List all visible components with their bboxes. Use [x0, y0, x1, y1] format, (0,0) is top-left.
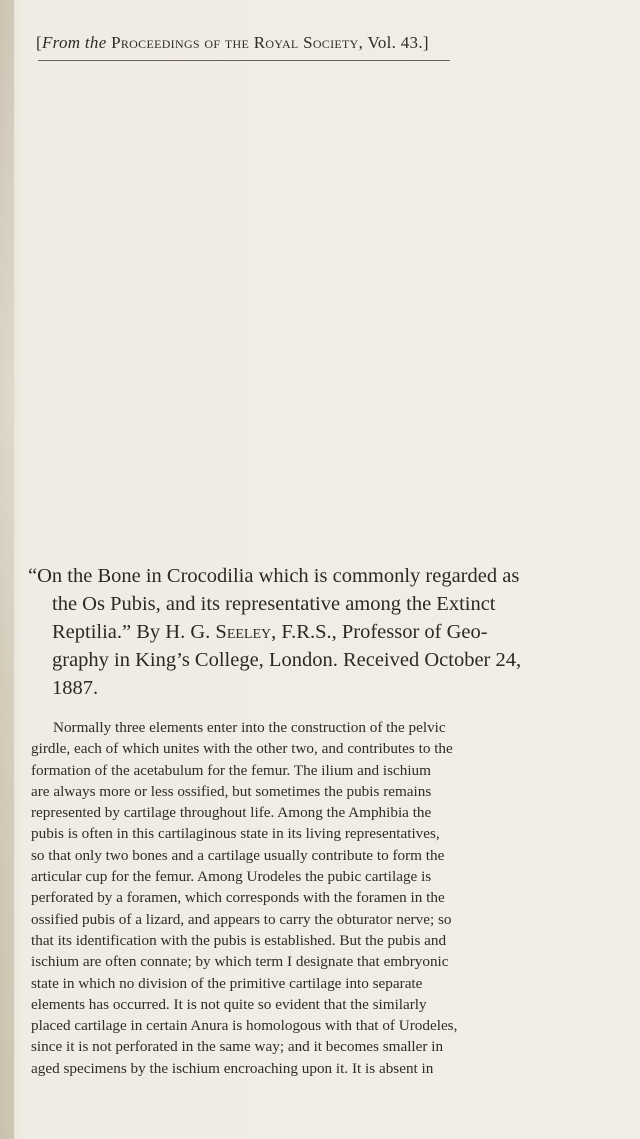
title-line: graphy in King’s College, London. Received October 24, — [52, 649, 522, 671]
body-line: girdle, each of which unites with the other two, and contributes to the — [31, 740, 453, 758]
body-line: formation of the acetabulum for the femur. The ilium and ischium — [31, 761, 431, 779]
body-line: articular cup for the femur. Among Urodeles the pubic cartilage is — [31, 868, 432, 886]
author-name: Seeley — [215, 621, 272, 643]
body-line: are always more or less ossified, but sometimes the pubis remains — [31, 782, 432, 800]
page-spine-shadow — [0, 0, 14, 1139]
title-line: the Os Pubis, and its representative among the Extinct — [52, 593, 496, 615]
body-line: that its identification with the pubis is established. But the pubis and — [31, 931, 447, 949]
header-bracket: [ — [36, 33, 42, 52]
body-line: pubis is often in this cartilaginous state in its living representatives, — [31, 825, 440, 843]
body-paragraph — [31, 717, 617, 1079]
header-the: the — [84, 33, 107, 52]
body-line: ossified pubis of a lizard, and appears to carry the obturator nerve; so — [31, 910, 452, 928]
title-line: 1887. — [52, 677, 99, 699]
header-journal: Proceedings of the Royal Society, — [111, 33, 364, 52]
body-line: aged specimens by the ischium encroaching upon it. It is absent in — [31, 1059, 434, 1077]
header-volume: Vol. 43.] — [367, 33, 429, 52]
title-line: “On the Bone in Crocodilia which is commonly regarded as — [28, 565, 520, 587]
title-line-author-suffix: , F.R.S., Professor of Geo- — [271, 621, 488, 643]
body-line: placed cartilage in certain Anura is homologous with that of Urodeles, — [31, 1017, 458, 1035]
running-header — [36, 33, 616, 53]
title-line-author — [28, 618, 620, 646]
body-line: state in which no division of the primitive cartilage into separate — [31, 974, 423, 992]
header-rule — [38, 60, 450, 61]
article-title — [28, 562, 620, 702]
body-line: ischium are often connate; by which term I designate that embryonic — [31, 953, 449, 971]
body-line: elements has occurred. It is not quite so evident that the similarly — [31, 995, 427, 1013]
body-line: Normally three elements enter into the construction of the pelvic — [53, 719, 446, 736]
title-line-author-prefix: Reptilia.” By H. G. — [52, 621, 216, 643]
header-from: From — [41, 33, 81, 52]
body-line: so that only two bones and a cartilage usually contribute to form the — [31, 846, 445, 864]
body-line: perforated by a foramen, which corresponds with the foramen in the — [31, 889, 445, 907]
body-line: since it is not perforated in the same way; and it becomes smaller in — [31, 1038, 444, 1056]
body-line: represented by cartilage throughout life. Among the Amphibia the — [31, 804, 432, 822]
